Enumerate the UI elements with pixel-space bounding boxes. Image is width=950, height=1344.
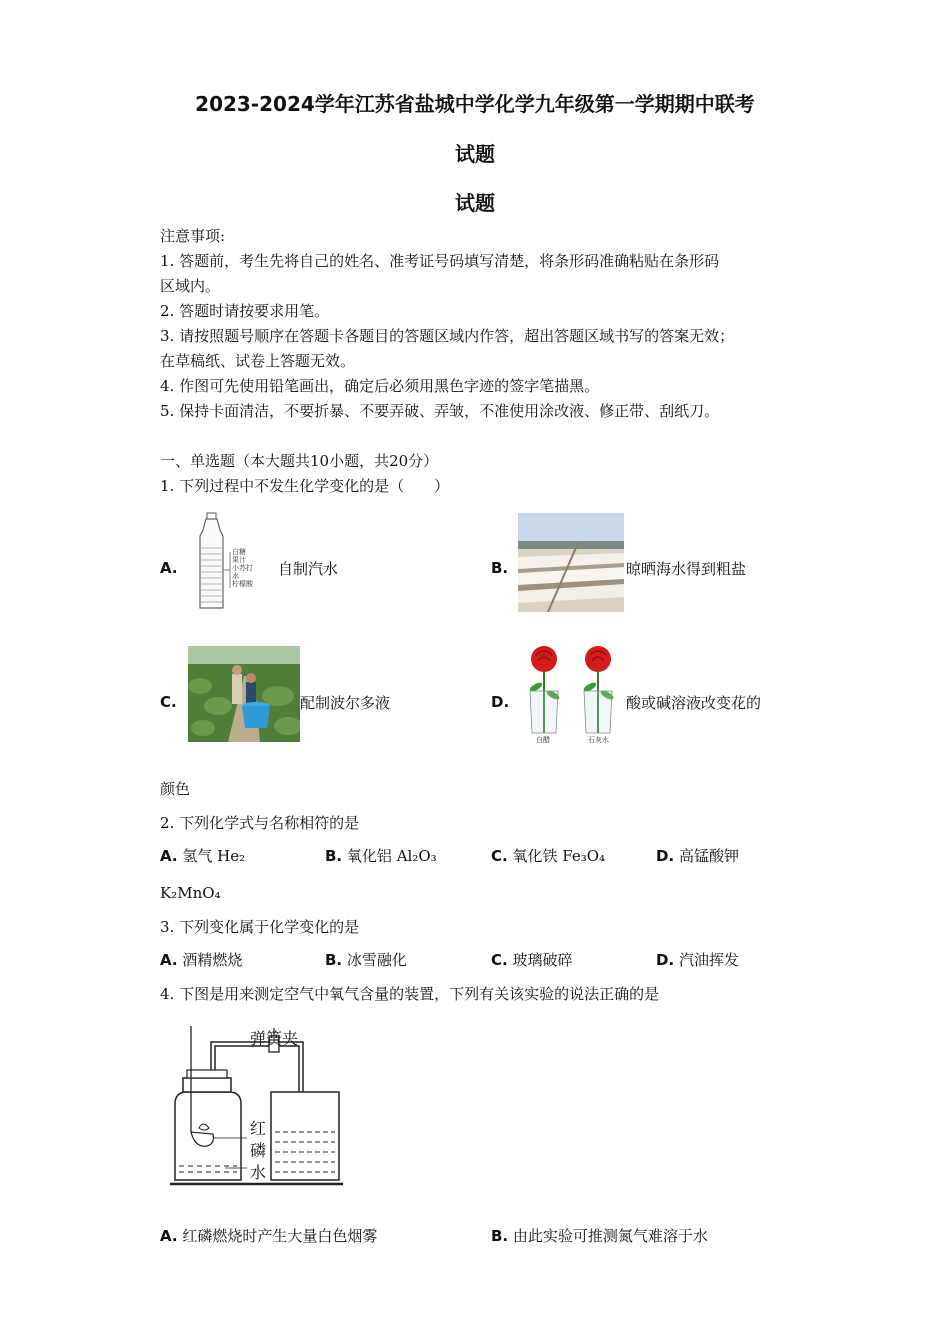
option-text: 酒精燃烧 xyxy=(182,951,243,969)
q1-option-d xyxy=(491,692,509,712)
notice-item: 1. 答题前，考生先将自己的姓名、准考证号码填写清楚，将条形码准确粘贴在条形码 xyxy=(160,252,720,270)
option-label: B. xyxy=(491,1227,509,1245)
q3-option-d xyxy=(656,950,739,970)
phosphorus-label: 红磷 xyxy=(250,1119,267,1160)
notice-heading: 注意事项: xyxy=(160,227,226,245)
q2-option-c xyxy=(491,846,605,866)
notice-item: 区域内。 xyxy=(160,277,221,295)
glass-label: 白醋 xyxy=(536,736,550,744)
option-text: 高锰酸钾 xyxy=(678,847,739,865)
q1-option-b-text: 晾晒海水得到粗盐 xyxy=(626,560,747,578)
section-heading: 一、单选题（本大题共10小题，共20分） xyxy=(160,452,439,470)
option-label: A. xyxy=(160,559,178,577)
q2-option-d xyxy=(656,846,739,866)
notice-item: 2. 答题时请按要求用笔。 xyxy=(160,302,330,320)
option-label: D. xyxy=(491,693,510,711)
bottle-label: 小苏打 xyxy=(232,564,253,572)
option-label: B. xyxy=(491,559,509,577)
option-text: 由此实验可推测氮气难溶于水 xyxy=(512,1227,708,1245)
q1-option-c xyxy=(160,692,177,712)
salt-pans-image xyxy=(518,513,624,612)
document-title: 2023-2024学年江苏省盐城中学化学九年级第一学期期中联考 xyxy=(195,92,755,116)
q2-option-d-continuation: K₂MnO₄ xyxy=(160,884,221,902)
q1-option-a-text: 自制汽水 xyxy=(278,560,339,578)
option-label: A. xyxy=(160,1227,178,1245)
q1-option-d-text: 酸或碱溶液改变花的 xyxy=(626,694,762,712)
option-label: C. xyxy=(491,847,508,865)
notice-item: 3. 请按照题号顺序在答题卡各题目的答题区域内作答，超出答题区域书写的答案无效； xyxy=(160,327,735,345)
option-label: C. xyxy=(491,951,508,969)
question-3-stem: 3. 下列变化属于化学变化的是 xyxy=(160,918,360,936)
document-subtitle: 试题 xyxy=(455,142,495,166)
bottle-label: 白糖 xyxy=(232,548,246,556)
option-label: C. xyxy=(160,693,177,711)
q1-option-b xyxy=(491,558,508,578)
glass-label: 石灰水 xyxy=(588,736,609,744)
notice-item: 5. 保持卡面清洁，不要折暴、不要弄破、弄皱，不准使用涂改液、修正带、刮纸刀。 xyxy=(160,402,720,420)
q2-option-a xyxy=(160,846,245,866)
option-label: B. xyxy=(325,847,343,865)
q1-option-a xyxy=(160,558,178,578)
question-4-stem: 4. 下图是用来测定空气中氧气含量的装置，下列有关该实验的说法正确的是 xyxy=(160,985,660,1003)
question-1-stem: 1. 下列过程中不发生化学变化的是（ ） xyxy=(160,477,450,495)
q4-option-a xyxy=(160,1226,377,1246)
bottle-label: 果汁 xyxy=(232,556,246,564)
option-text: 汽油挥发 xyxy=(678,951,739,969)
option-label: A. xyxy=(160,847,178,865)
option-text: 氢气 He₂ xyxy=(182,847,246,865)
q4-option-b xyxy=(491,1226,708,1246)
bordeaux-mixture-image xyxy=(188,646,300,742)
option-text: 冰雪融化 xyxy=(346,951,407,969)
notice-item: 4. 作图可先使用铅笔画出，确定后必须用黑色字迹的签字笔描黑。 xyxy=(160,377,600,395)
option-text: 玻璃破碎 xyxy=(512,951,573,969)
water-label: 水 xyxy=(250,1163,267,1182)
bottle-label: 水 xyxy=(232,572,239,580)
q2-option-b xyxy=(325,846,437,866)
q3-option-a xyxy=(160,950,242,970)
option-text: 氧化铁 Fe₃O₄ xyxy=(512,847,606,865)
notice-item: 在草稿纸、试卷上答题无效。 xyxy=(160,352,356,370)
soda-bottle-image xyxy=(190,512,272,612)
option-label: D. xyxy=(656,951,675,969)
q3-option-b xyxy=(325,950,407,970)
q3-option-c xyxy=(491,950,573,970)
bottle-label: 柠檬酸 xyxy=(232,580,253,588)
option-label: A. xyxy=(160,951,178,969)
q1-option-c-text: 配制波尔多液 xyxy=(300,694,391,712)
option-text: 氧化铝 Al₂O₃ xyxy=(346,847,437,865)
clamp-label: 弹簧夹 xyxy=(250,1029,299,1048)
q1-option-d-continuation: 颜色 xyxy=(160,780,191,798)
document-subtitle-repeat: 试题 xyxy=(455,191,495,215)
option-label: B. xyxy=(325,951,343,969)
option-text: 红磷燃烧时产生大量白色烟雾 xyxy=(182,1227,378,1245)
question-2-stem: 2. 下列化学式与名称相符的是 xyxy=(160,814,360,832)
roses-in-glasses-image xyxy=(518,641,624,744)
option-label: D. xyxy=(656,847,675,865)
